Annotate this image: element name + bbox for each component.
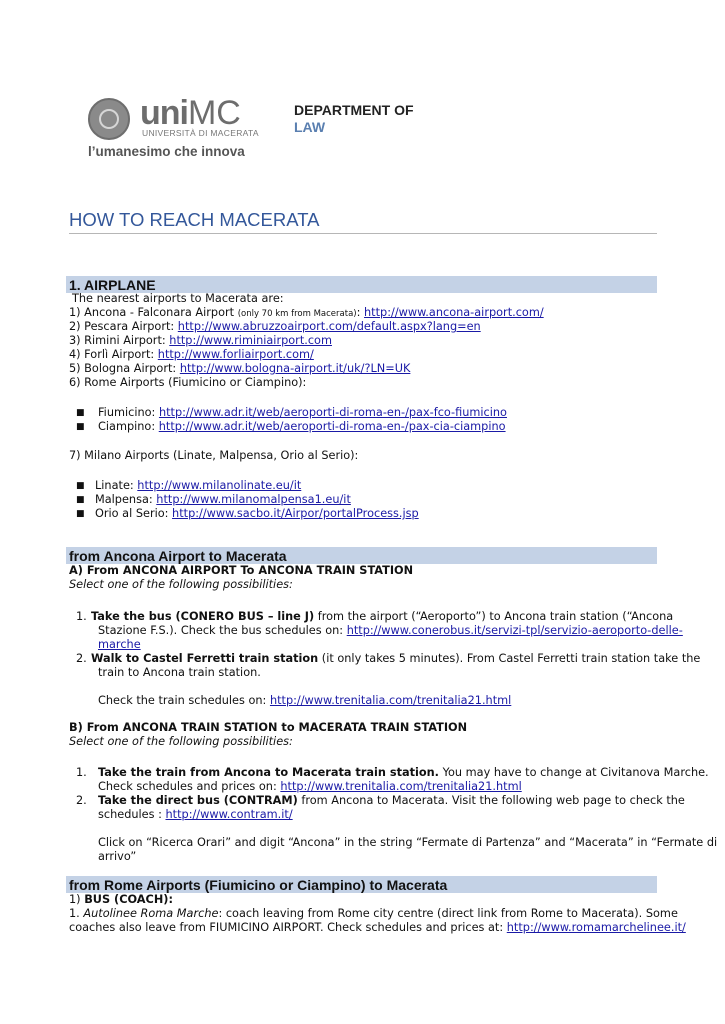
pescara-airport-link[interactable]: http://www.abruzzoairport.com/default.aspx?lang=en — [177, 320, 481, 333]
select-hint-b: Select one of the following possibilities: — [69, 735, 293, 748]
option-b2-click-line2: arrivo” — [98, 850, 137, 863]
rome-item-ciampino: Ciampino: http://www.adr.it/web/aeroporti-di-roma-en-/pax-cia-ciampino — [98, 420, 506, 433]
select-hint-a: Select one of the following possibilities: — [69, 578, 293, 591]
subheading-a: A) From ANCONA AIRPORT To ANCONA TRAIN STATION — [69, 564, 414, 577]
trenitalia-link[interactable]: http://www.trenitalia.com/trenitalia21.html — [269, 694, 512, 707]
bologna-airport-link[interactable]: http://www.bologna-airport.it/uk/?LN=UK — [179, 362, 411, 375]
option-a1-line2: Stazione F.S.). Check the bus schedules on: http://www.conerobus.it/servizi-tpl/servizio-aeroporto-delle- — [98, 624, 683, 637]
page-title: HOW TO REACH MACERATA — [69, 209, 320, 230]
option-b2-click: Click on “Ricerca Orari” and digit “Ancona” in the string “Fermate di Partenza” and “Macerata” in “Fermate di — [98, 836, 718, 849]
bullet-icon: ■ — [76, 408, 85, 418]
airports-intro: The nearest airports to Macerata are: — [72, 292, 284, 305]
section-heading-rome: from Rome Airports (Fiumicino or Ciampino) to Macerata — [66, 876, 657, 893]
list-number: 1. — [76, 766, 87, 779]
option-a2-check: Check the train schedules on: http://www.trenitalia.com/trenitalia21.html — [98, 694, 512, 707]
forli-airport-link[interactable]: http://www.forliairport.com/ — [157, 348, 314, 361]
bullet-icon: ■ — [76, 495, 85, 505]
linate-link[interactable]: http://www.milanolinate.eu/it — [137, 479, 302, 492]
airport-item-pescara: 2) Pescara Airport: http://www.abruzzoairport.com/default.aspx?lang=en — [69, 320, 481, 333]
rome-bus-line1: 1. Autolinee Roma Marche: coach leaving from Rome city centre (direct link from Rome to Macerata). Some — [69, 907, 678, 920]
airport-item-forli: 4) Forlì Airport: http://www.forliairport.com/ — [69, 348, 314, 361]
list-number: 1. — [76, 610, 87, 623]
rome-bus-line2: coaches also leave from FIUMICINO AIRPORT. Check schedules and prices at: http://www.romamarchelinee.it/ — [69, 921, 686, 934]
logo-tagline: l’umanesimo che innova — [88, 144, 245, 159]
section-heading-ancona: from Ancona Airport to Macerata — [66, 547, 657, 564]
list-number: 2. — [76, 652, 87, 665]
trenitalia-link-b[interactable]: http://www.trenitalia.com/trenitalia21.html — [280, 780, 522, 793]
rome-airports-label: 6) Rome Airports (Fiumicino or Ciampino): — [69, 376, 307, 389]
bullet-icon: ■ — [76, 509, 85, 519]
logo-subtitle: UNIVERSITÀ DI MACERATA — [142, 128, 259, 138]
milano-airports-label: 7) Milano Airports (Linate, Malpensa, Orio al Serio): — [69, 449, 359, 462]
option-b1: Take the train from Ancona to Macerata train station. You may have to change at Civitanova Marche. — [98, 766, 709, 779]
milano-item-linate: Linate: http://www.milanolinate.eu/it — [95, 479, 302, 492]
milano-item-malpensa: Malpensa: http://www.milanomalpensa1.eu/it — [95, 493, 351, 506]
subheading-b: B) From ANCONA TRAIN STATION to MACERATA TRAIN STATION — [69, 721, 468, 734]
department-name: LAW — [294, 119, 326, 135]
title-divider — [69, 233, 657, 234]
section-heading-airplane: 1. AIRPLANE — [66, 276, 657, 293]
contram-link[interactable]: http://www.contram.it/ — [165, 808, 293, 821]
bullet-icon: ■ — [76, 481, 85, 491]
conerobus-link[interactable]: http://www.conerobus.it/servizi-tpl/servizio-aeroporto-delle- — [346, 624, 683, 637]
fiumicino-link[interactable]: http://www.adr.it/web/aeroporti-di-roma-en-/pax-fco-fiumicino — [158, 406, 507, 419]
option-a2: Walk to Castel Ferretti train station (it only takes 5 minutes). From Castel Ferretti train station take the — [91, 652, 701, 665]
rimini-airport-link[interactable]: http://www.riminiairport.com — [169, 334, 332, 347]
bullet-icon: ■ — [76, 422, 85, 432]
milano-item-orio: Orio al Serio: http://www.sacbo.it/Airpor/portalProcess.jsp — [95, 507, 419, 520]
list-number: 2. — [76, 794, 87, 807]
airport-item-rimini: 3) Rimini Airport: http://www.riminiairport.com — [69, 334, 332, 347]
airport-item-bologna: 5) Bologna Airport: http://www.bologna-airport.it/uk/?LN=UK — [69, 362, 411, 375]
option-b1-line2: Check schedules and prices on: http://www.trenitalia.com/trenitalia21.html — [98, 780, 522, 793]
rome-item-fiumicino: Fiumicino: http://www.adr.it/web/aeroporti-di-roma-en-/pax-fco-fiumicino — [98, 406, 507, 419]
rome-bus-heading: 1) BUS (COACH): — [69, 893, 173, 906]
malpensa-link[interactable]: http://www.milanomalpensa1.eu/it — [156, 493, 351, 506]
option-a2-line2: train to Ancona train station. — [98, 666, 261, 679]
ancona-airport-link[interactable]: http://www.ancona-airport.com/ — [364, 306, 544, 319]
university-seal-logo — [88, 98, 130, 140]
airport-item-ancona: 1) Ancona - Falconara Airport (only 70 km from Macerata): http://www.ancona-airport.com/ — [69, 306, 544, 319]
romamarchelinee-link[interactable]: http://www.romamarchelinee.it/ — [506, 921, 686, 934]
option-b2: Take the direct bus (CONTRAM) from Ancona to Macerata. Visit the following web page to check the — [98, 794, 685, 807]
ciampino-link[interactable]: http://www.adr.it/web/aeroporti-di-roma-en-/pax-cia-ciampino — [158, 420, 506, 433]
option-a1: Take the bus (CONERO BUS – line J) from the airport (“Aeroporto”) to Ancona train station (“Ancona — [91, 610, 674, 623]
unimc-logo: uniMC — [140, 94, 241, 132]
department-label: DEPARTMENT OF — [294, 102, 414, 118]
option-b2-line2: schedules : http://www.contram.it/ — [98, 808, 293, 821]
option-a1-line3 — [98, 638, 141, 652]
conerobus-link-continued[interactable]: marche — [98, 638, 141, 651]
orio-link[interactable]: http://www.sacbo.it/Airpor/portalProcess.jsp — [172, 507, 419, 520]
